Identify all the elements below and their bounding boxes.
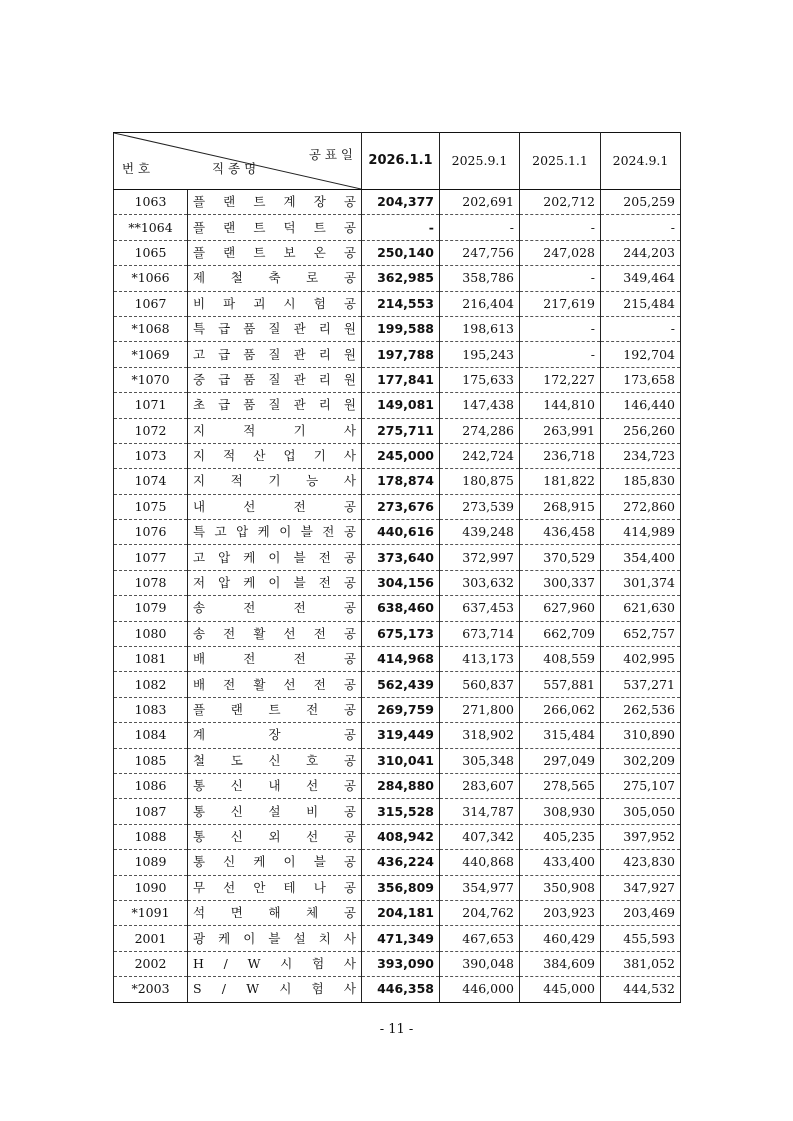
wage-2025-09-cell: 303,632	[440, 570, 520, 595]
wage-2025-09-cell: 390,048	[440, 951, 520, 976]
wage-2025-01-cell: -	[520, 316, 601, 341]
wage-2025-01-cell: 300,337	[520, 570, 601, 595]
job-name-cell	[188, 215, 362, 240]
wage-2026-01-cell: 310,041	[362, 748, 440, 773]
wage-2026-01-cell: 269,759	[362, 697, 440, 722]
wage-2025-01-cell: 278,565	[520, 773, 601, 798]
job-name-cell	[188, 570, 362, 595]
job-number-cell: 1074	[114, 469, 188, 494]
table-row	[114, 647, 681, 672]
wage-2026-01-cell: 373,640	[362, 545, 440, 570]
job-name-cell	[188, 900, 362, 925]
wage-2025-01-cell: -	[520, 266, 601, 291]
header-job-label: 직 종 명	[212, 161, 257, 176]
wage-2025-09-cell: 467,653	[440, 926, 520, 951]
job-number-cell: 1083	[114, 697, 188, 722]
wage-2025-01-cell: 217,619	[520, 291, 601, 316]
job-name: 지 적 기 사	[193, 422, 356, 438]
job-number-cell: 1088	[114, 824, 188, 849]
table-row	[114, 799, 681, 824]
table-row	[114, 494, 681, 519]
job-name: 광 케 이 블 설 치 사	[193, 930, 356, 946]
wage-2024-09-cell: -	[601, 215, 681, 240]
wage-2024-09-cell: 397,952	[601, 824, 681, 849]
wage-2026-01-cell: 273,676	[362, 494, 440, 519]
job-name-cell	[188, 393, 362, 418]
job-name: 계 장 공	[193, 727, 356, 743]
wage-2026-01-cell: 245,000	[362, 443, 440, 468]
wage-2026-01-cell: 408,942	[362, 824, 440, 849]
header-corner-cell	[114, 133, 362, 190]
wage-2024-09-cell: 275,107	[601, 773, 681, 798]
wage-2025-09-cell: 358,786	[440, 266, 520, 291]
wage-2025-01-cell: 297,049	[520, 748, 601, 773]
job-number-cell: 1085	[114, 748, 188, 773]
job-name: 고 압 케 이 블 전 공	[193, 549, 356, 565]
wage-2025-01-cell: 315,484	[520, 723, 601, 748]
job-name: H / W 시 험 사	[193, 955, 356, 971]
table-row	[114, 469, 681, 494]
wage-2024-09-cell: 301,374	[601, 570, 681, 595]
wage-2026-01-cell: 177,841	[362, 367, 440, 392]
job-number-cell: *2003	[114, 977, 188, 1002]
job-name-cell	[188, 697, 362, 722]
job-name-cell	[188, 596, 362, 621]
job-name: 플 랜 트 계 장 공	[193, 194, 356, 210]
wage-2025-09-cell: 247,756	[440, 240, 520, 265]
job-name: 고 급 품 질 관 리 원	[193, 346, 356, 362]
header-date-4: 2024.9.1	[601, 133, 681, 190]
job-name-cell	[188, 367, 362, 392]
table-row	[114, 570, 681, 595]
wage-2025-09-cell: 204,762	[440, 900, 520, 925]
wage-2025-09-cell: 180,875	[440, 469, 520, 494]
job-name-cell	[188, 824, 362, 849]
wage-2025-01-cell: 408,559	[520, 647, 601, 672]
table-row	[114, 291, 681, 316]
job-name: 지 적 기 능 사	[193, 473, 356, 489]
job-name-cell	[188, 342, 362, 367]
header-date-2: 2025.9.1	[440, 133, 520, 190]
wage-2026-01-cell: 471,349	[362, 926, 440, 951]
page-number: - 11 -	[379, 1022, 414, 1037]
wage-2026-01-cell: 675,173	[362, 621, 440, 646]
wage-2024-09-cell: 381,052	[601, 951, 681, 976]
job-number-cell: 1071	[114, 393, 188, 418]
job-name: 특 급 품 질 관 리 원	[193, 321, 356, 337]
job-name: 송 전 활 선 전 공	[193, 625, 356, 641]
wage-2025-01-cell: 144,810	[520, 393, 601, 418]
wage-2025-01-cell: 627,960	[520, 596, 601, 621]
wage-2024-09-cell: 305,050	[601, 799, 681, 824]
job-name-cell	[188, 875, 362, 900]
table-row	[114, 418, 681, 443]
header-number-label: 번 호	[122, 161, 151, 176]
table-row	[114, 824, 681, 849]
table-row	[114, 723, 681, 748]
wage-2025-09-cell: 440,868	[440, 850, 520, 875]
job-name-cell	[188, 926, 362, 951]
wage-2025-01-cell: -	[520, 342, 601, 367]
wage-2024-09-cell: 244,203	[601, 240, 681, 265]
job-number-cell: *1091	[114, 900, 188, 925]
wage-2024-09-cell: 205,259	[601, 190, 681, 215]
job-number-cell: 1080	[114, 621, 188, 646]
wage-2025-09-cell: 274,286	[440, 418, 520, 443]
wage-2025-01-cell: 308,930	[520, 799, 601, 824]
wage-2025-01-cell: 203,923	[520, 900, 601, 925]
wage-2024-09-cell: 192,704	[601, 342, 681, 367]
wage-2025-09-cell: 283,607	[440, 773, 520, 798]
job-number-cell: 1072	[114, 418, 188, 443]
job-number-cell: 2001	[114, 926, 188, 951]
wage-2025-09-cell: 202,691	[440, 190, 520, 215]
wage-2025-09-cell: 195,243	[440, 342, 520, 367]
job-number-cell: **1064	[114, 215, 188, 240]
job-name: 석 면 해 체 공	[193, 905, 356, 921]
wage-2026-01-cell: 275,711	[362, 418, 440, 443]
job-name-cell	[188, 748, 362, 773]
wage-2025-01-cell: 236,718	[520, 443, 601, 468]
wage-2025-09-cell: 175,633	[440, 367, 520, 392]
job-name: 지 적 산 업 기 사	[193, 448, 356, 464]
table-row	[114, 900, 681, 925]
job-name: 통 신 케 이 블 공	[193, 854, 356, 870]
job-name: 통 신 외 선 공	[193, 828, 356, 844]
wage-2025-01-cell: 202,712	[520, 190, 601, 215]
wage-2024-09-cell: 402,995	[601, 647, 681, 672]
wage-2024-09-cell: 347,927	[601, 875, 681, 900]
job-name: 송 전 전 공	[193, 600, 356, 616]
job-name-cell	[188, 291, 362, 316]
job-number-cell: 1079	[114, 596, 188, 621]
header-date-3: 2025.1.1	[520, 133, 601, 190]
table-row	[114, 545, 681, 570]
wage-2025-09-cell: 407,342	[440, 824, 520, 849]
wage-2025-01-cell: 263,991	[520, 418, 601, 443]
job-name: S / W 시 험 사	[193, 981, 356, 997]
wage-2024-09-cell: 455,593	[601, 926, 681, 951]
job-number-cell: 1075	[114, 494, 188, 519]
table-row	[114, 443, 681, 468]
wage-2025-09-cell: 439,248	[440, 520, 520, 545]
wage-2026-01-cell: 204,377	[362, 190, 440, 215]
job-name-cell	[188, 520, 362, 545]
wage-2025-01-cell: 662,709	[520, 621, 601, 646]
job-name-cell	[188, 799, 362, 824]
wage-2026-01-cell: 199,588	[362, 316, 440, 341]
table-row	[114, 926, 681, 951]
wage-2025-09-cell: 216,404	[440, 291, 520, 316]
job-name-cell	[188, 647, 362, 672]
wage-2025-09-cell: 147,438	[440, 393, 520, 418]
wage-2024-09-cell: 310,890	[601, 723, 681, 748]
job-name: 플 랜 트 전 공	[193, 702, 356, 717]
wage-2024-09-cell: 215,484	[601, 291, 681, 316]
wage-2025-09-cell: 413,173	[440, 647, 520, 672]
job-number-cell: 2002	[114, 951, 188, 976]
wage-2024-09-cell: 146,440	[601, 393, 681, 418]
wage-2024-09-cell: 272,860	[601, 494, 681, 519]
wage-2025-01-cell: 384,609	[520, 951, 601, 976]
job-name-cell	[188, 316, 362, 341]
table-row	[114, 596, 681, 621]
job-number-cell: 1078	[114, 570, 188, 595]
job-number-cell: *1068	[114, 316, 188, 341]
job-number-cell: *1066	[114, 266, 188, 291]
wage-2025-09-cell: 560,837	[440, 672, 520, 697]
table-row	[114, 773, 681, 798]
wage-2024-09-cell: 414,989	[601, 520, 681, 545]
job-name: 저 압 케 이 블 전 공	[193, 575, 356, 591]
wage-2026-01-cell: 284,880	[362, 773, 440, 798]
table-row	[114, 875, 681, 900]
job-name-cell	[188, 621, 362, 646]
wage-2026-01-cell: 440,616	[362, 520, 440, 545]
job-name-cell	[188, 951, 362, 976]
table-header-row	[114, 133, 681, 190]
job-name: 무 선 안 테 나 공	[193, 879, 356, 895]
wage-2025-01-cell: 557,881	[520, 672, 601, 697]
wage-2025-09-cell: 305,348	[440, 748, 520, 773]
wage-2025-09-cell: -	[440, 215, 520, 240]
wage-2024-09-cell: 652,757	[601, 621, 681, 646]
job-name: 제 철 축 로 공	[193, 270, 356, 286]
table-row	[114, 190, 681, 215]
job-number-cell: 1063	[114, 190, 188, 215]
wage-2024-09-cell: 185,830	[601, 469, 681, 494]
wage-2024-09-cell: 203,469	[601, 900, 681, 925]
wage-2025-01-cell: 268,915	[520, 494, 601, 519]
wage-2026-01-cell: 250,140	[362, 240, 440, 265]
job-number-cell: *1070	[114, 367, 188, 392]
job-number-cell: 1086	[114, 773, 188, 798]
job-name-cell	[188, 443, 362, 468]
job-name: 플 랜 트 보 온 공	[193, 244, 356, 260]
table-row	[114, 672, 681, 697]
job-name-cell	[188, 418, 362, 443]
wage-2025-09-cell: 273,539	[440, 494, 520, 519]
wage-2025-01-cell: 433,400	[520, 850, 601, 875]
wage-2026-01-cell: 638,460	[362, 596, 440, 621]
job-number-cell: 1084	[114, 723, 188, 748]
wage-2024-09-cell: 173,658	[601, 367, 681, 392]
wage-2025-09-cell: 242,724	[440, 443, 520, 468]
wage-2026-01-cell: 362,985	[362, 266, 440, 291]
job-number-cell: 1076	[114, 520, 188, 545]
job-number-cell: 1087	[114, 799, 188, 824]
job-number-cell: *1069	[114, 342, 188, 367]
job-name: 특 고 압 케 이 블 전 공	[193, 524, 356, 540]
job-name: 초 급 품 질 관 리 원	[193, 397, 356, 413]
table-row	[114, 748, 681, 773]
wage-2025-01-cell: 350,908	[520, 875, 601, 900]
table-row	[114, 240, 681, 265]
wage-2024-09-cell: 537,271	[601, 672, 681, 697]
wage-2024-09-cell: 621,630	[601, 596, 681, 621]
table-row	[114, 393, 681, 418]
wage-2025-09-cell: 637,453	[440, 596, 520, 621]
table-row	[114, 215, 681, 240]
job-name-cell	[188, 773, 362, 798]
wage-2024-09-cell: 234,723	[601, 443, 681, 468]
wage-2024-09-cell: -	[601, 316, 681, 341]
job-name: 내 선 전 공	[193, 498, 356, 514]
job-name: 철 도 신 호 공	[193, 752, 356, 768]
wage-2024-09-cell: 302,209	[601, 748, 681, 773]
wage-2026-01-cell: -	[362, 215, 440, 240]
wage-2025-01-cell: 405,235	[520, 824, 601, 849]
wage-2026-01-cell: 414,968	[362, 647, 440, 672]
wage-2026-01-cell: 356,809	[362, 875, 440, 900]
header-date-1: 2026.1.1	[362, 133, 440, 190]
wage-2024-09-cell: 423,830	[601, 850, 681, 875]
job-number-cell: 1082	[114, 672, 188, 697]
wage-2026-01-cell: 393,090	[362, 951, 440, 976]
wage-2025-09-cell: 314,787	[440, 799, 520, 824]
wage-2025-01-cell: -	[520, 215, 601, 240]
job-name-cell	[188, 723, 362, 748]
job-name-cell	[188, 977, 362, 1002]
wage-2026-01-cell: 562,439	[362, 672, 440, 697]
wage-2026-01-cell: 319,449	[362, 723, 440, 748]
table-row	[114, 266, 681, 291]
table-row	[114, 520, 681, 545]
wage-2026-01-cell: 214,553	[362, 291, 440, 316]
job-name: 배 전 활 선 전 공	[193, 676, 356, 692]
job-name: 배 전 전 공	[193, 651, 356, 667]
wage-2026-01-cell: 446,358	[362, 977, 440, 1002]
wage-2024-09-cell: 256,260	[601, 418, 681, 443]
wage-2025-09-cell: 446,000	[440, 977, 520, 1002]
wage-2025-09-cell: 318,902	[440, 723, 520, 748]
wage-2024-09-cell: 354,400	[601, 545, 681, 570]
wage-2024-09-cell: 444,532	[601, 977, 681, 1002]
wage-2026-01-cell: 197,788	[362, 342, 440, 367]
wage-2026-01-cell: 315,528	[362, 799, 440, 824]
table-row	[114, 316, 681, 341]
job-number-cell: 1090	[114, 875, 188, 900]
job-name-cell	[188, 850, 362, 875]
wage-2025-09-cell: 271,800	[440, 697, 520, 722]
job-number-cell: 1067	[114, 291, 188, 316]
wage-2025-01-cell: 445,000	[520, 977, 601, 1002]
wage-2026-01-cell: 304,156	[362, 570, 440, 595]
wage-2025-01-cell: 247,028	[520, 240, 601, 265]
wage-2025-01-cell: 460,429	[520, 926, 601, 951]
wage-2026-01-cell: 149,081	[362, 393, 440, 418]
job-number-cell: 1073	[114, 443, 188, 468]
table-row	[114, 367, 681, 392]
wage-2026-01-cell: 178,874	[362, 469, 440, 494]
table-row	[114, 342, 681, 367]
job-number-cell: 1065	[114, 240, 188, 265]
wage-2026-01-cell: 436,224	[362, 850, 440, 875]
job-name: 통 신 내 선 공	[193, 778, 356, 794]
wage-2025-09-cell: 354,977	[440, 875, 520, 900]
table-body	[114, 190, 681, 1003]
wage-2025-01-cell: 370,529	[520, 545, 601, 570]
job-name-cell	[188, 469, 362, 494]
wage-2025-01-cell: 436,458	[520, 520, 601, 545]
wage-2025-01-cell: 266,062	[520, 697, 601, 722]
wage-2024-09-cell: 262,536	[601, 697, 681, 722]
wage-table	[113, 132, 681, 1003]
wage-2025-09-cell: 372,997	[440, 545, 520, 570]
job-name-cell	[188, 494, 362, 519]
job-name-cell	[188, 190, 362, 215]
table-row	[114, 850, 681, 875]
job-name-cell	[188, 672, 362, 697]
job-number-cell: 1089	[114, 850, 188, 875]
table-row	[114, 977, 681, 1002]
job-number-cell: 1077	[114, 545, 188, 570]
table-row	[114, 951, 681, 976]
job-name: 플 랜 트 덕 트 공	[193, 219, 356, 235]
table-row	[114, 621, 681, 646]
wage-2026-01-cell: 204,181	[362, 900, 440, 925]
job-name-cell	[188, 240, 362, 265]
wage-2025-01-cell: 172,227	[520, 367, 601, 392]
job-name-cell	[188, 545, 362, 570]
wage-2024-09-cell: 349,464	[601, 266, 681, 291]
wage-2025-09-cell: 673,714	[440, 621, 520, 646]
job-number-cell: 1081	[114, 647, 188, 672]
table-row	[114, 697, 681, 722]
wage-2025-01-cell: 181,822	[520, 469, 601, 494]
wage-2025-09-cell: 198,613	[440, 316, 520, 341]
job-name: 중 급 품 질 관 리 원	[193, 371, 356, 387]
header-announce-date-label: 공 표 일	[308, 147, 353, 162]
job-name: 통 신 설 비 공	[193, 803, 356, 819]
job-name-cell	[188, 266, 362, 291]
job-name: 비 파 괴 시 험 공	[193, 295, 356, 311]
